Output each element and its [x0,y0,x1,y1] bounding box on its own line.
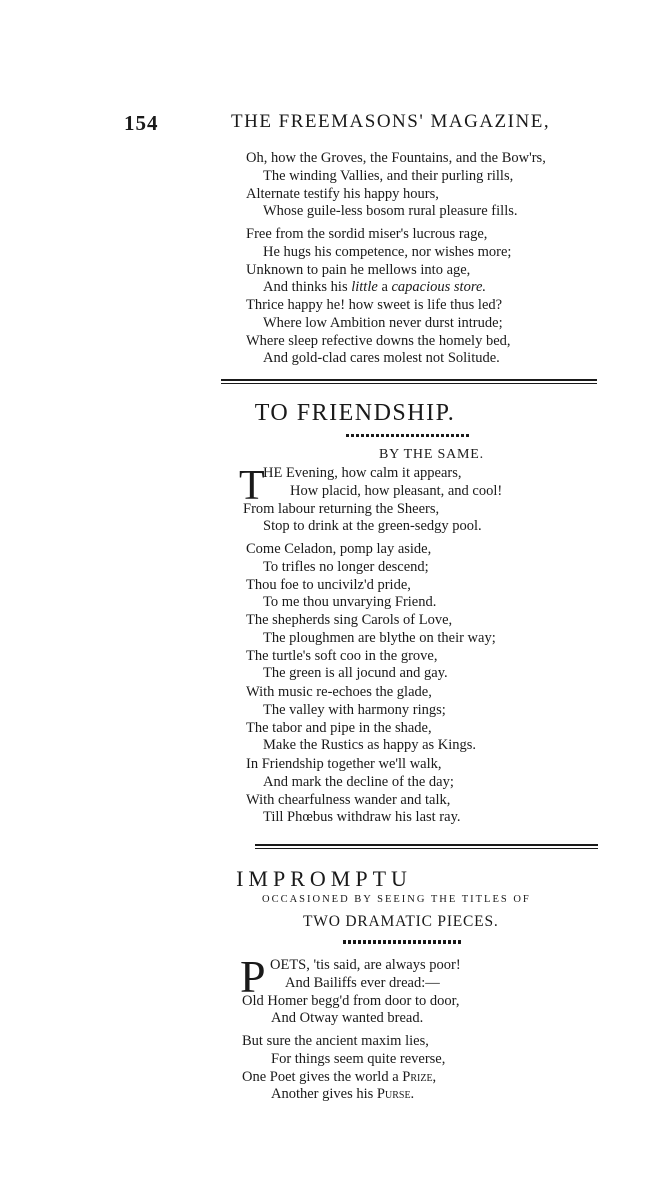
poem-line: Thou foe to uncivilz'd pride, [246,576,411,593]
poem-line: And Otway wanted bread. [271,1010,424,1027]
line-text: And thinks his [263,279,348,296]
poem-line: But sure the ancient maxim lies, [242,1033,429,1049]
poem-line: And mark the decline of the day; [263,773,454,790]
drop-cap: P [240,951,266,1002]
page-number: 154 [124,111,159,135]
poem-line: The shepherds sing Carols of Love, [246,612,453,628]
poem-line: Thrice happy he! how sweet is life thus led? [246,297,503,313]
poem-line: In Friendship together we'll walk, [246,756,442,772]
poem-line: With chearfulness wander and talk, [246,791,451,808]
poem-line: The tabor and pipe in the shade, [246,719,432,736]
poem-line: Till Phœbus withdraw his last ray. [263,809,461,826]
poem-line: And gold-clad cares molest not Solitude. [263,350,500,367]
poem-line [246,279,511,297]
poem-line: How placid, how pleasant, and cool! [290,482,503,499]
poem-line: Alternate testify his happy hours, [246,185,439,202]
poem-line: OETS, 'tis said, are always poor! [270,957,461,973]
section-rule [221,379,597,381]
poem-line: Free from the sordid miser's lucrous rage, [246,226,488,242]
poem-line: He hugs his competence, nor wishes more; [263,243,512,260]
ornament-rule [346,434,470,437]
poem-line: And Bailiffs ever dread:— [285,974,440,991]
poem-line: For things seem quite reverse, [271,1050,446,1067]
line-text: a [381,279,388,296]
poem-line: To me thou unvarying Friend. [263,594,437,611]
stanza [246,684,476,755]
stanza [246,612,496,683]
section-rule [255,844,598,846]
line-text: Another gives his [271,1086,374,1103]
italic-word: little [351,279,378,296]
poem-line [242,1086,445,1104]
poem-line: Unknown to pain he mellows into age, [246,261,471,278]
italic-phrase: capacious store. [391,279,487,296]
stanza [246,226,511,297]
stanza [246,541,436,612]
poem-line: To trifles no longer descend; [263,558,429,575]
poem-line: Come Celadon, pomp lay aside, [246,541,432,557]
small-caps-word: Prize, [402,1068,437,1085]
stanza [246,297,511,368]
subtitle: TWO DRAMATIC PIECES. [303,913,499,930]
poem-line: Oh, how the Groves, the Fountains, and the Bow'rs, [246,150,546,166]
poem-line [242,1069,445,1087]
stanza [242,1033,445,1104]
occasion-line: OCCASIONED BY SEEING THE TITLES OF [262,894,531,905]
drop-cap: T [239,463,265,509]
running-title: THE FREEMASONS' MAGAZINE, [231,111,551,132]
stanza [243,465,503,536]
stanza [246,756,461,827]
poem-line: The ploughmen are blythe on their way; [263,629,496,646]
line-text: One Poet gives the world a [242,1068,399,1085]
poem-line: The turtle's soft coo in the grove, [246,647,438,664]
poem-line: The valley with harmony rings; [263,701,446,718]
ornament-rule [343,940,463,944]
section-rule [255,848,598,849]
section-rule [221,383,597,384]
poem-line: HE Evening, how calm it appears, [263,465,462,481]
poem-line: From labour returning the Sheers, [243,500,440,517]
poem-title: TO FRIENDSHIP. [254,400,456,426]
poem-title: IMPROMPTU [236,866,412,891]
byline: BY THE SAME. [379,447,484,462]
poem-line: The green is all jocund and gay. [263,665,448,682]
poem-line: Where sleep refective downs the homely bed, [246,332,511,349]
poem-line: The winding Vallies, and their purling rills, [263,167,514,184]
small-caps-word: Purse. [376,1086,415,1103]
poem-line: Whose guile-less bosom rural pleasure fills. [263,203,518,220]
poem-line: With music re-echoes the glade, [246,684,432,700]
poem-line: Old Homer begg'd from door to door, [242,992,460,1009]
stanza [240,951,461,1028]
poem-line: Make the Rustics as happy as Kings. [263,737,477,754]
poem-line: Stop to drink at the green-sedgy pool. [263,518,482,535]
stanza [246,150,546,221]
poem-line: Where low Ambition never durst intrude; [263,314,503,331]
